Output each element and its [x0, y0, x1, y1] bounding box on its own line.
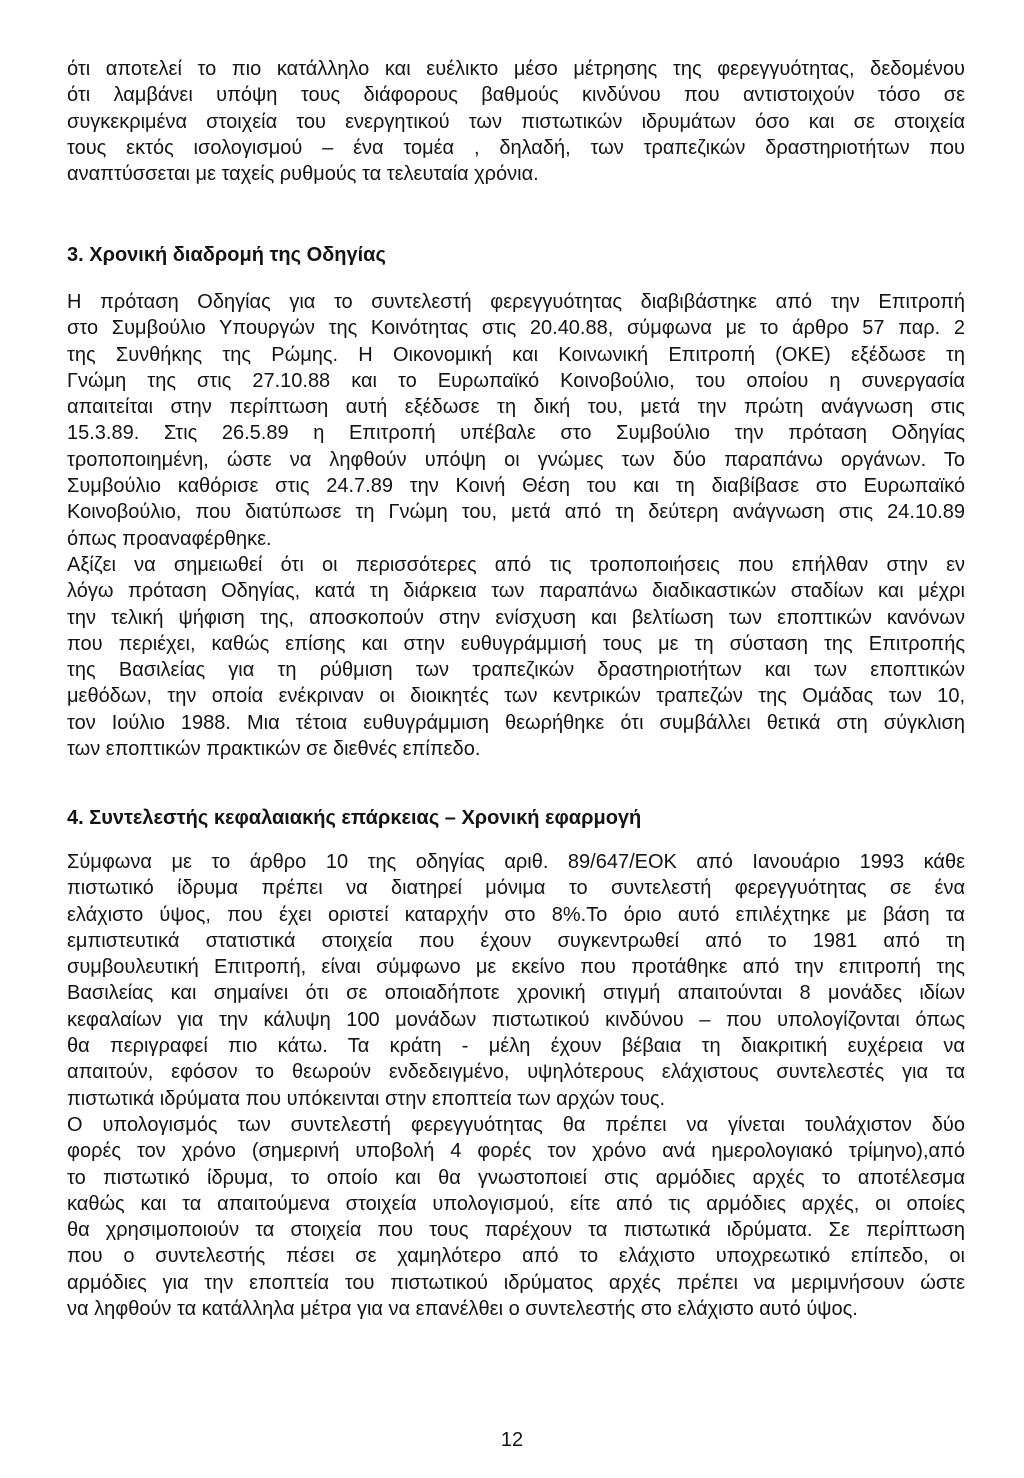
text-line: απαιτούν, εφόσον το θεωρούν ενδεδειγμένο, υψηλότερους ελάχιστους συντελεστές για τα [67, 1061, 965, 1084]
text-line: τους εκτός ισολογισμού – ένα τομέα , δηλαδή, των τραπεζικών δραστηριοτήτων που [67, 136, 965, 159]
text-line: Βασιλείας και σημαίνει ότι σε οποιαδήποτε χρονική στιγμή απαιτούνται 8 μονάδες ιδίων [67, 982, 965, 1005]
text-line: Σύμφωνα με το άρθρο 10 της οδηγίας αριθ. 89/647/ΕΟΚ από Ιανουάριο 1993 κάθε [67, 851, 965, 873]
intro-paragraph [67, 56, 965, 187]
text-line: αρμόδιες για την εποπτεία του πιστωτικού ιδρύματος αρχές πρέπει να μεριμνήσουν ώστε [67, 1271, 965, 1294]
section-4-body [67, 849, 965, 1322]
text-line: μεθόδων, την οποία ενέκριναν οι διοικητές των κεντρικών τραπεζών της Ομάδας των 10, [67, 685, 965, 708]
page-number: 12 [500, 1429, 524, 1451]
section-3-body [67, 289, 965, 762]
text-line: να ληφθούν τα κατάλληλα μέτρα για να επανέλθει ο συντελεστής στο ελάχιστο αυτό ύψος. [67, 1298, 858, 1321]
text-line: που περιέχει, καθώς επίσης και στην ευθυγράμμισή τους με τη σύσταση της Επιτροπής [67, 632, 965, 655]
text-line: πιστωτικό ίδρυμα πρέπει να διατηρεί μόνιμα το συντελεστή φερεγγυότητας σε ένα [67, 877, 965, 900]
text-line: Η πρόταση Οδηγίας για το συντελεστή φερεγγυότητας διαβιβάστηκε από την Επιτροπή [67, 291, 965, 313]
text-line: Αξίζει να σημειωθεί ότι οι περισσότερες από τις τροποποιήσεις που επήλθαν στην εν [67, 553, 965, 576]
text-line: της Συνθήκης της Ρώμης. Η Οικονομική και Κοινωνική Επιτροπή (ΟΚΕ) εξέδωσε τη [67, 343, 965, 366]
text-line: της Βασιλείας για τη ρύθμιση των τραπεζικών δραστηριοτήτων και των εποπτικών [67, 659, 965, 682]
paragraph [67, 552, 965, 762]
text-line: κεφαλαίων για την κάλυψη 100 μονάδων πιστωτικού κινδύνου – που υπολογίζονται όπως [67, 1008, 965, 1031]
text-line: καθώς και τα απαιτούμενα στοιχεία υπολογισμού, είτε από τις αρμόδιες αρχές, οι οποίες [67, 1192, 965, 1215]
text-line: την τελική ψήφιση της, αποσκοπούν στην ενίσχυση και βελτίωση των εποπτικών κανόνων [67, 606, 965, 629]
text-line: των εποπτικών πρακτικών σε διεθνές επίπεδο. [67, 738, 481, 761]
text-line: συμβουλευτική Επιτροπή, είναι σύμφωνο με εκείνο που προτάθηκε από την επιτροπή της [67, 956, 965, 979]
text-line: Κοινοβούλιο, που διατύπωσε τη Γνώμη του, μετά από τη δεύτερη ανάγνωση στις 24.10.89 [67, 501, 965, 524]
text-line: όπως προαναφέρθηκε. [67, 527, 272, 550]
text-line: ότι αποτελεί το πιο κατάλληλο και ευέλικτο μέσο μέτρησης της φερεγγυότητας, δεδομένου [67, 58, 965, 80]
paragraph [67, 1112, 965, 1322]
text-line: που ο συντελεστής πέσει σε χαμηλότερο από το ελάχιστο υποχρεωτικό επίπεδο, οι [67, 1245, 965, 1268]
text-line: Ο υπολογισμός των συντελεστή φερεγγυότητας θα πρέπει να γίνεται τουλάχιστον δύο [67, 1113, 965, 1136]
text-line: θα χρησιμοποιούν τα στοιχεία που τους παρέχουν τα πιστωτικά ιδρύματα. Σε περίπτωση [67, 1219, 965, 1242]
text-line: πιστωτικά ιδρύματα που υπόκεινται στην εποπτεία των αρχών τους. [67, 1087, 666, 1110]
text-line: λόγω πρόταση Οδηγίας, κατά τη διάρκεια των παραπάνω διαδικαστικών σταδίων και μέχρι [67, 580, 965, 603]
text-line: στο Συμβούλιο Υπουργών της Κοινότητας στις 20.40.88, σύμφωνα με το άρθρο 57 παρ. 2 [67, 317, 965, 340]
text-line: θα περιγραφεί πιο κάτω. Τα κράτη - μέλη έχουν βέβαια τη διακριτική ευχέρεια να [67, 1035, 965, 1058]
section-heading: 3. Χρονική διαδρομή της Οδηγίας [67, 244, 386, 266]
text-line: τον Ιούλιο 1988. Μια τέτοια ευθυγράμμιση θεωρήθηκε ότι συμβάλλει θετικά στη σύγκλιση [67, 711, 965, 734]
text-line: 15.3.89. Στις 26.5.89 η Επιτροπή υπέβαλε στο Συμβούλιο την πρόταση Οδηγίας [67, 422, 965, 445]
text-line: Γνώμη της στις 27.10.88 και το Ευρωπαϊκό Κοινοβούλιο, του οποίου η συνεργασία [67, 369, 965, 392]
text-line: το πιστωτικό ίδρυμα, το οποίο και θα γνωστοποιεί στις αρμόδιες αρχές το αποτέλεσμα [67, 1166, 965, 1189]
text-line: απαιτείται στην περίπτωση αυτή εξέδωσε τη δική του, μετά την πρώτη ανάγνωση στις [67, 396, 965, 419]
section-heading: 4. Συντελεστής κεφαλαιακής επάρκειας – Χρονική εφαρμογή [67, 807, 642, 829]
paragraph [67, 289, 965, 552]
paragraph [67, 849, 965, 1112]
text-line: αναπτύσσεται με ταχείς ρυθμούς τα τελευταία χρόνια. [67, 163, 539, 186]
text-line: φορές τον χρόνο (σημερινή υποβολή 4 φορές τον χρόνο ανά ημερολογιακό τρίμηνο),από [67, 1140, 965, 1163]
text-line: ότι λαμβάνει υπόψη τους διάφορους βαθμούς κινδύνου που αντιστοιχούν τόσο σε [67, 84, 965, 107]
text-line: ελάχιστο ύψος, που έχει οριστεί καταρχήν στο 8%.Το όριο αυτό επιλέχτηκε με βάση τα [67, 903, 965, 926]
text-line: τροποποιημένη, ώστε να ληφθούν υπόψη οι γνώμες των δύο παραπάνω οργάνων. Το [67, 448, 965, 471]
text-line: εμπιστευτικά στατιστικά στοιχεία που έχουν συγκεντρωθεί από το 1981 από τη [67, 929, 965, 952]
text-line: Συμβούλιο καθόρισε στις 24.7.89 την Κοινή Θέση του και τη διαβίβασε στο Ευρωπαϊκό [67, 475, 965, 498]
text-line: συγκεκριμένα στοιχεία του ενεργητικού των πιστωτικών ιδρυμάτων όσο και σε στοιχεία [67, 110, 965, 133]
